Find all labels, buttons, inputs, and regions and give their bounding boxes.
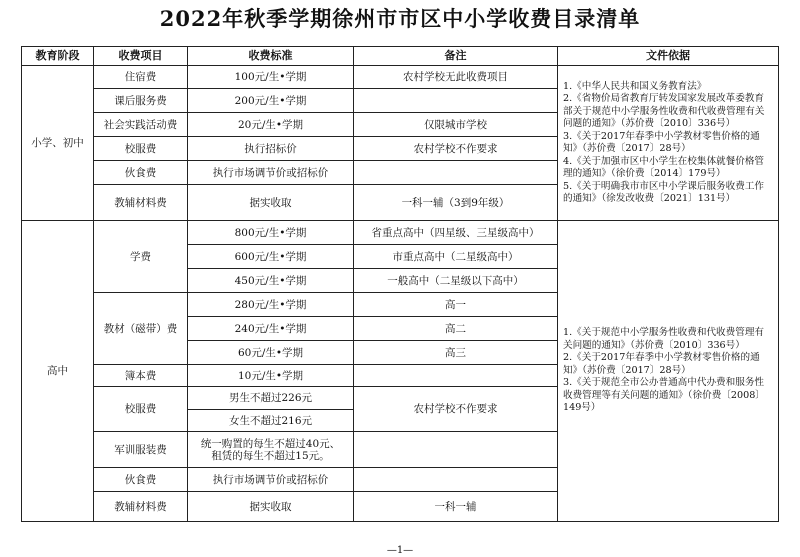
standard-cell: 据实收取: [188, 185, 354, 221]
standard-cell: 男生不超过226元: [188, 387, 354, 410]
standard-cell: 800元/生•学期: [188, 221, 354, 245]
item-cell: 校服费: [94, 137, 188, 161]
note-cell: [354, 468, 558, 492]
note-cell: 仅限城市学校: [354, 113, 558, 137]
standard-line: 统一购置的每生不超过40元、: [200, 437, 341, 450]
note-cell: [354, 432, 558, 468]
page-title: 2022年秋季学期徐州市市区中小学收费目录清单: [159, 6, 641, 31]
note-cell: 高二: [354, 317, 558, 341]
note-cell: [354, 365, 558, 387]
note-cell: 高一: [354, 293, 558, 317]
item-cell: 伙食费: [94, 468, 188, 492]
standard-cell: 执行市场调节价或招标价: [188, 161, 354, 185]
note-cell: 高三: [354, 341, 558, 365]
item-cell: 社会实践活动费: [94, 113, 188, 137]
note-cell: 市重点高中（二星级高中）: [354, 245, 558, 269]
basis-item: 5.《关于明确我市市区中小学课后服务收费工作的通知》（徐发改收费〔2021〕131号）: [563, 180, 765, 204]
note-cell: 一科一辅: [354, 492, 558, 522]
standard-cell: 100元/生•学期: [188, 66, 354, 89]
note-cell: 农村学校不作要求: [354, 137, 558, 161]
standard-cell: [188, 432, 354, 468]
basis-item: 4.《关于加强市区中小学生在校集体就餐价格管理的通知》（徐价费〔2014〕179号）: [563, 155, 765, 179]
header-stage: 教育阶段: [22, 47, 94, 66]
item-cell: 簿本费: [94, 365, 188, 387]
standard-cell: 200元/生•学期: [188, 89, 354, 113]
item-cell: 课后服务费: [94, 89, 188, 113]
stage-primary: 小学、初中: [22, 66, 94, 221]
standard-cell: 女生不超过216元: [188, 410, 354, 432]
header-row: [22, 47, 779, 66]
stage-high: 高中: [22, 221, 94, 522]
standard-cell: 450元/生•学期: [188, 269, 354, 293]
standard-cell: 280元/生•学期: [188, 293, 354, 317]
header-note: 备注: [354, 47, 558, 66]
header-standard: 收费标准: [188, 47, 354, 66]
header-basis: 文件依据: [558, 47, 779, 66]
item-cell: 教辅材料费: [94, 185, 188, 221]
item-cell: 校服费: [94, 387, 188, 432]
standard-cell: 60元/生•学期: [188, 341, 354, 365]
note-cell: 农村学校不作要求: [354, 387, 558, 432]
standard-cell: 据实收取: [188, 492, 354, 522]
basis-primary: [558, 66, 779, 221]
note-cell: 一科一辅（3到9年级）: [354, 185, 558, 221]
standard-cell: 执行市场调节价或招标价: [188, 468, 354, 492]
note-cell: 农村学校无此收费项目: [354, 66, 558, 89]
note-cell: 省重点高中（四星级、三星级高中）: [354, 221, 558, 245]
standard-cell: 执行招标价: [188, 137, 354, 161]
basis-item: 1.《关于规范中小学服务性收费和代收费管理有关问题的通知》（苏价费〔2010〕336号）: [563, 327, 765, 351]
note-cell: 一般高中（二星级以下高中）: [354, 269, 558, 293]
fee-table: [21, 46, 779, 522]
standard-cell: 240元/生•学期: [188, 317, 354, 341]
standard-cell: 20元/生•学期: [188, 113, 354, 137]
item-cell: 教材（磁带）费: [94, 293, 188, 365]
basis-item: 3.《关于规范全市公办普通高中代办费和服务性收费管理等有关问题的通知》（徐价费〔2008〕149号）: [563, 377, 765, 414]
basis-high: [558, 221, 779, 522]
note-cell: [354, 161, 558, 185]
page-number: —1—: [386, 545, 414, 556]
standard-cell: 600元/生•学期: [188, 245, 354, 269]
basis-item: 3.《关于2017年春季中小学教材零售价格的通知》（苏价费〔2017〕28号）: [563, 130, 760, 154]
basis-item: 2.《关于2017年春季中小学教材零售价格的通知》（苏价费〔2017〕28号）: [563, 352, 760, 376]
table-row: [22, 221, 779, 245]
table-row: [22, 66, 779, 89]
basis-item: 2.《省物价局省教育厅转发国家发展改革委教育部关于规范中小学服务性收费和代收费管理有关问题的通知》（苏价费〔2010〕336号）: [563, 93, 765, 129]
item-cell: 学费: [94, 221, 188, 293]
item-cell: 伙食费: [94, 161, 188, 185]
item-cell: 军训服装费: [94, 432, 188, 468]
note-cell: [354, 89, 558, 113]
standard-line: 租赁的每生不超过15元。: [211, 449, 330, 462]
item-cell: 教辅材料费: [94, 492, 188, 522]
standard-cell: 10元/生•学期: [188, 365, 354, 387]
item-cell: 住宿费: [94, 66, 188, 89]
basis-item: 1.《中华人民共和国义务教育法》: [563, 80, 707, 92]
header-item: 收费项目: [94, 47, 188, 66]
